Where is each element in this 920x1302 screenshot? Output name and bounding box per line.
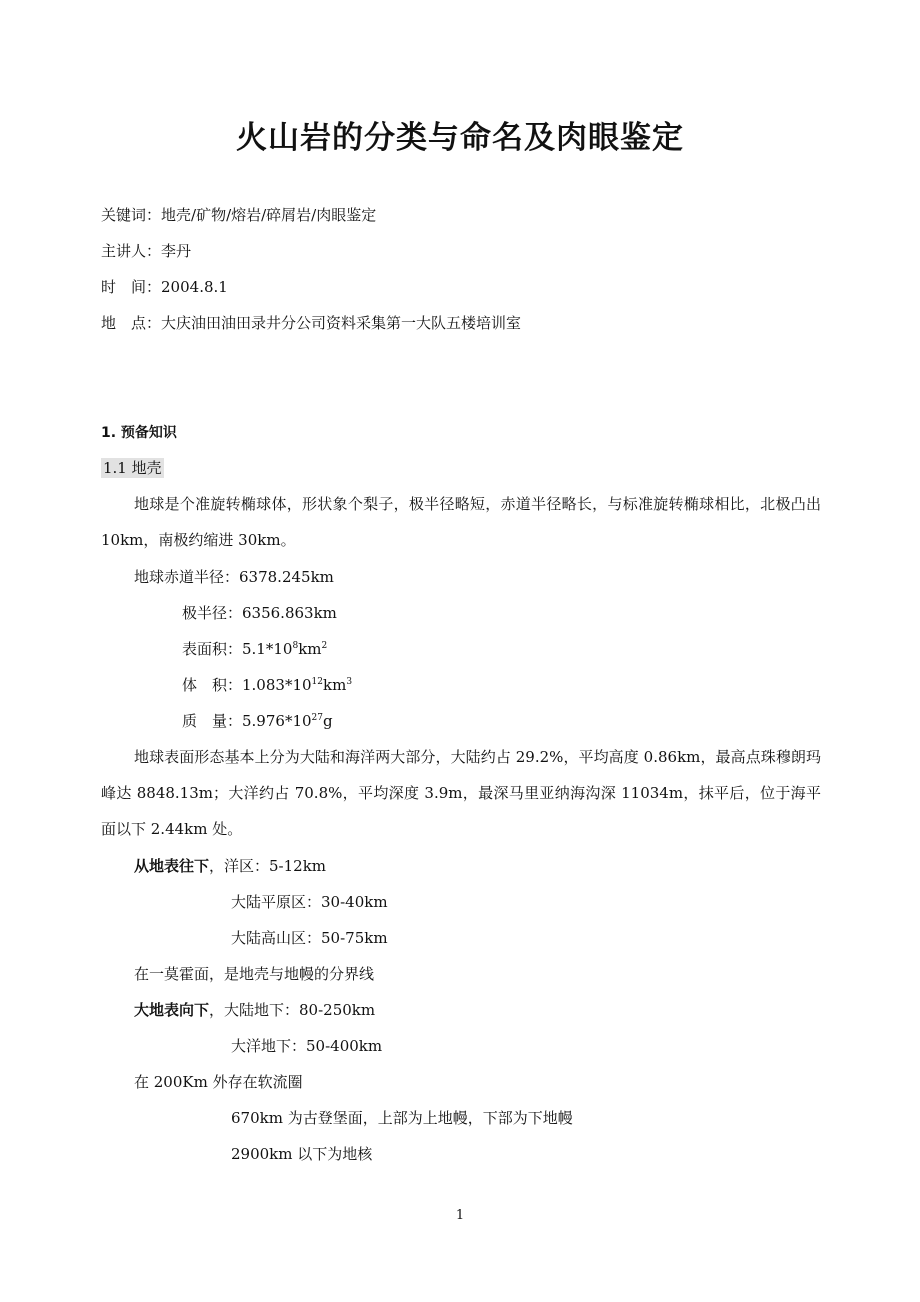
paragraph-surface: 地球表面形态基本上分为大陆和海洋两大部分，大陆约占 29.2%，平均高度 0.86km，最高点珠穆朗玛峰达 8848.13m；大洋约占 70.8%，平均深度 3.9m，最深马里亚纳海沟深 11034m，抹平后，位于海平面以下 2.44km 处。 xyxy=(101,748,821,838)
keywords-value: 地壳/矿物/熔岩/碎屑岩/肉眼鉴定 xyxy=(161,206,377,224)
stat-area-unit: km xyxy=(298,640,322,658)
mantle-line xyxy=(134,1000,375,1020)
stat-area xyxy=(182,639,327,659)
crust-line xyxy=(134,856,326,876)
stat-area-label: 表面积：5.1*10 xyxy=(182,640,293,658)
keywords-line xyxy=(101,205,376,225)
place-line xyxy=(101,313,521,333)
stat-volume-label: 体 积：1.083*10 xyxy=(182,676,312,694)
gutenberg-line-1: 670km 为古登堡面，上部为上地幔，下部为下地幔 xyxy=(231,1109,573,1127)
paragraph-earth-shape: 地球是个准旋转椭球体，形状象个梨子，极半径略短，赤道半径略长，与标准旋转椭球相比，北极凸出 10km，南极约缩进 30km。 xyxy=(101,495,821,549)
mantle-continent: ，大陆地下：80-250km xyxy=(209,1001,376,1019)
soft-layer-line: 在 200Km 外存在软流圈 xyxy=(134,1073,303,1091)
crust-mountain: 大陆高山区：50-75km xyxy=(231,929,388,947)
document-title: 火山岩的分类与命名及肉眼鉴定 xyxy=(236,120,684,156)
crust-ocean: ，洋区：5-12km xyxy=(209,857,327,875)
speaker-label: 主讲人： xyxy=(101,242,162,260)
crust-plain: 大陆平原区：30-40km xyxy=(231,893,388,911)
subsection-heading: 1.1 地壳 xyxy=(103,459,162,477)
moho-line: 在一莫霍面，是地壳与地幔的分界线 xyxy=(134,965,375,983)
page-number: 1 xyxy=(455,1208,465,1223)
place-label: 地 点： xyxy=(101,314,162,332)
speaker-line xyxy=(101,241,191,261)
stat-polar: 极半径：6356.863km xyxy=(182,604,337,622)
stat-volume-unit-exp: 3 xyxy=(346,677,353,687)
time-label: 时 间： xyxy=(101,278,162,296)
gutenberg-line-2: 2900km 以下为地核 xyxy=(231,1145,373,1163)
stat-equator: 地球赤道半径：6378.245km xyxy=(134,568,334,586)
stat-volume xyxy=(182,675,352,695)
stat-volume-exp: 12 xyxy=(311,677,323,687)
time-value: 2004.8.1 xyxy=(161,278,228,296)
stat-area-exp: 8 xyxy=(292,641,299,651)
stat-volume-unit: km xyxy=(322,676,347,694)
stat-mass-label: 质 量：5.976*10 xyxy=(182,712,312,730)
stat-mass-unit: g xyxy=(322,712,333,730)
section-heading: 1. 预备知识 xyxy=(101,425,177,441)
stat-mass xyxy=(182,711,333,731)
keywords-label: 关键词： xyxy=(101,206,162,224)
crust-bold-label: 从地表往下 xyxy=(134,857,210,875)
place-value: 大庆油田油田录井分公司资料采集第一大队五楼培训室 xyxy=(161,314,522,332)
stat-area-unit-exp: 2 xyxy=(321,641,328,651)
speaker-value: 李丹 xyxy=(161,242,192,260)
time-line xyxy=(101,277,228,297)
mantle-bold-label: 大地表向下 xyxy=(134,1001,210,1019)
stat-mass-exp: 27 xyxy=(311,713,323,723)
mantle-ocean: 大洋地下：50-400km xyxy=(231,1037,383,1055)
